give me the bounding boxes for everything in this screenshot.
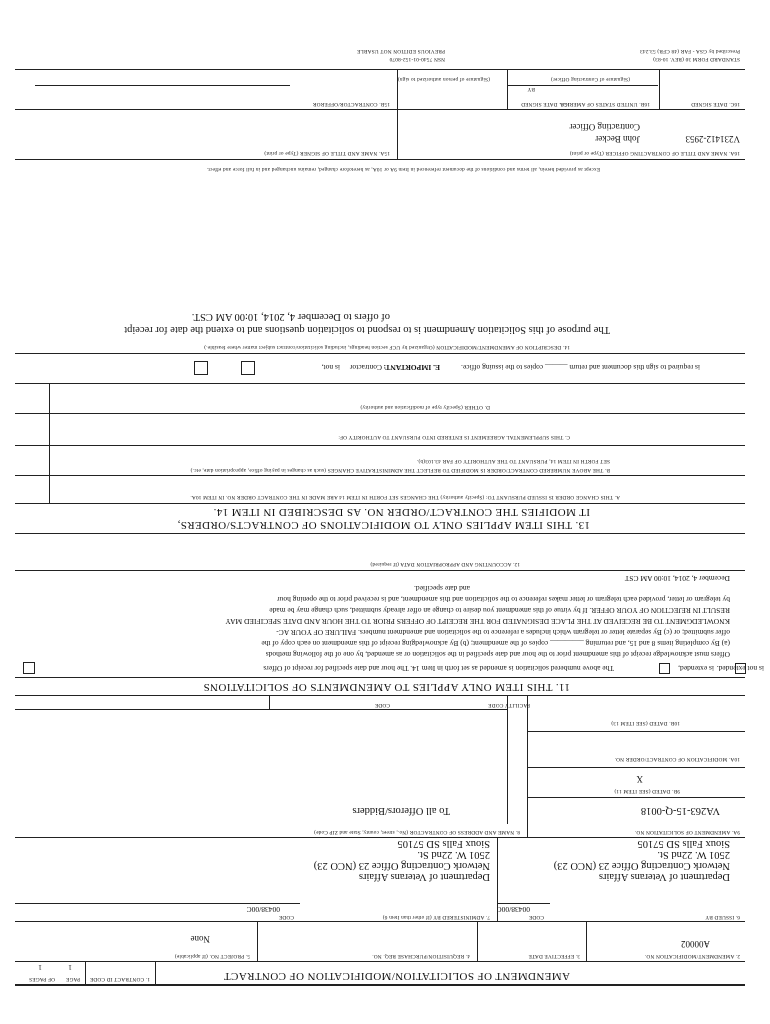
item13-rule-d [15,383,745,384]
item11-line2: Offers must acknowledge receipt of this amendment prior to the hour and date specified in the solicitation or as amended, by one of the following methods [265,650,730,659]
contract-id-label: 1. CONTRACT ID CODE [89,976,150,982]
sig-person-label: (Signature of person authorized to sign) [397,76,490,82]
code-label: CODE [374,702,390,708]
r3-code-rule-1 [498,903,550,904]
item13-div [49,384,50,504]
sig-line-officer [508,85,658,86]
item13-c: C. THIS SUPPLEMENTAL AGREEMENT IS ENTERED INTO PURSUANT TO AUTHORITY OF: [338,434,570,440]
amendment-no-value: A00002 [681,939,710,949]
prescribed-text: Prescribed by GSA - FAR (48 CFR) 53.243 [639,48,740,54]
mod-10a-label: 10A. MODIFICATION OF CONTRACT/ORDER NO. [614,756,740,762]
important-label: E. IMPORTANT: [383,363,440,372]
sig-officer-label: (Signature of Contracting Officer) [550,76,630,82]
contractor-name-label: 8. NAME AND ADDRESS OF CONTRACTOR (No., street, county, State and ZIP Code) [313,829,520,835]
issued-line-3: 2501 W. 22nd St. [657,849,730,860]
item13-title1: 13. THIS ITEM APPLIES ONLY TO MODIFICATIONS OF CONTRACTS/ORDERS, [177,519,590,531]
contractor-name-value: To all Offerors/Bidders [352,805,450,816]
officer-name: John Becker [595,134,640,144]
l16b-label: 16B. UNITED STATES OF AMERICA [559,101,650,107]
is-not-extended-label: is not extended. [716,664,764,673]
important-contractor: Contractor [349,363,382,372]
l16c-label: 16C. DATE SIGNED [691,101,740,107]
item13-b2: SET FORTH IN ITEM 14, PURSUANT TO THE AUTHORITY OF FAR 43.103(b). [416,458,610,464]
issued-code-label: CODE [528,914,544,920]
r4-rule-a [528,797,745,798]
admin-line-1: Department of Veterans Affairs [358,871,490,882]
item11-line8: and date specified. [413,584,470,593]
important-rule [15,353,745,354]
effective-date-label: 3. EFFECTIVE DATE [528,953,580,959]
amendment-sol-value: VA263-15-Q-0018 [640,805,720,816]
hdr-rule [15,961,745,962]
hdr-div-2 [85,962,86,986]
by-label: BY [527,86,535,92]
issued-code-value: 00438/00C [496,905,530,914]
issued-line-1: Department of Veterans Affairs [598,871,730,882]
page-value: 1 [68,963,72,972]
item11-new-date: December 4, 2014, 10:00 AM CST [624,574,730,583]
r4-div-3 [269,696,270,710]
page-label: PAGE [65,976,80,982]
r4-div-2 [507,696,508,824]
important-is-not: is not, [321,363,340,372]
is-extended-label: is extended, [678,664,714,673]
issued-line-4: Sioux Falls SD 57105 [637,838,730,849]
footer-div-1 [397,110,398,160]
important-is-text: is required to sign this document and return ______ copies to the issuing office. [461,363,700,372]
is-checkbox[interactable] [194,361,208,375]
item11-rule [15,677,745,678]
item14-label: 14. DESCRIPTION OF AMENDMENT/MODIFICATION (Organized by UCF section headings, including solicitation/contract subject matter where feasible.) [203,344,570,350]
except-text: Except as provided herein, all terms and conditions of the document referenced in Item 9A or 10A, as heretofore changed, remains unchanged and in full force and effect. [206,166,600,172]
of-pages-value: 1 [38,963,42,972]
r2-div-3 [257,922,258,962]
officer-title: Contracting Officer [569,122,640,132]
amendment-sol-label: 9A. AMENDMENT OF SOLICITATION NO. [634,829,740,835]
r4-rule [15,695,745,696]
offers-checkbox[interactable] [23,662,35,674]
item12-rule [15,533,745,534]
admin-line-4: Sioux Falls SD 57105 [397,838,490,849]
std-form-text: STANDARD FORM 30 (REV. 10-83) [653,56,740,62]
administered-code-value: 00438/00C [246,905,280,914]
facility-label: FACILITY CODE [488,702,530,708]
footer-rule-2 [15,69,745,70]
project-no-label: 5. PROJECT NO. (If applicable) [174,953,250,959]
hdr-div-1 [155,962,156,986]
item13-title2: IT MODIFIES THE CONTRACT/ORDER NO. AS DESCRIBED IN ITEM 14. [213,506,590,518]
r3-rule [15,837,745,838]
is-not-extended-checkbox[interactable] [659,663,670,674]
footer-rule-1 [15,109,745,110]
phone-value: V231412-2953 [685,134,740,144]
dated-10b-label: 10B. DATED (SEE ITEM 13) [611,720,680,726]
item14-purpose1: The purpose of this Solicitation Amendment is to respond to solicitation questions and to extend the date for receipt [124,324,610,335]
form-title: AMENDMENT OF SOLICITATION/MODIFICATION OF CONTRACT [223,970,570,982]
r4-rule-c [528,731,745,732]
administered-by-label: 7. ADMINISTERED BY (If other than Item 6) [382,914,490,920]
item13-rule-b [15,445,745,446]
item11-end-rule [15,570,745,571]
issued-line-2: Network Contracting Office 23 (NCO 23) [553,860,730,871]
requisition-label: 4. REQUISITION/PURCHASE REQ. NO. [372,953,470,959]
except-rule [15,159,745,160]
admin-line-3: 2501 W. 22nd St. [417,849,490,860]
nsn-text: NSN 7540-01-152-8070 [389,56,445,62]
item13-d: D. OTHER (Specify type of modification and authority) [360,404,490,410]
l15b-label: 15B. CONTRACTOR/OFFEROR [312,101,390,107]
item11-line1: The above numbered solicitation is amended as set forth in Item 14. The hour and date specified for receipt of Offers [263,664,614,673]
is-not-checkbox[interactable] [241,361,255,375]
amendment-no-label: 2. AMENDMENT/MODIFICATION NO. [644,953,740,959]
item11-line3: (a) By completing items 8 and 15, and returning _________ copies of the amendment; (b) By acknowledging receipt of this amendment on each copy of the [261,639,730,648]
item11-line6: RESULT IN REJECTION OF YOUR OFFER. If by virtue of this amendment you desire to change an offer already submitted, such change may be made [269,606,730,615]
footer-div-3 [507,70,508,110]
r4-rule-b [528,767,745,768]
l15a-label: 15A. NAME AND TITLE OF SIGNER (Type or print) [264,150,390,156]
issued-by-label: 6. ISSUED BY [705,914,740,920]
footer-div-2 [659,70,660,110]
item13-rule [15,503,745,504]
item11-title: 11. THIS ITEM ONLY APPLIES TO AMENDMENTS OF SOLICITATIONS [203,681,570,693]
r4-rule-d [15,709,508,710]
r2-rule [15,921,745,922]
project-no-value: None [190,934,210,944]
sig-line-person [35,85,290,86]
l16a-label: 16A. NAME AND TITLE OF CONTRACTING OFFICER (Type or print) [569,150,740,156]
x-mark: X [636,774,643,784]
dated-9b-label: 9B. DATED (SEE ITEM 11) [614,788,680,794]
r2-div-2 [477,922,478,962]
item13-b1: B. THE ABOVE NUMBERED CONTRACT/ORDER IS MODIFIED TO REFLECT THE ADMINISTRATIVE CHANGES (such as changes in paying office, appropriation date, etc.) [190,467,610,473]
of-pages-label: OF PAGES [29,976,55,982]
item13-rule-c [15,413,745,414]
item13-a: A. THIS CHANGE ORDER IS ISSUED PURSUANT TO: (Specify authority) THE CHANGES SET FORTH IN ITEM 14 ARE MADE IN THE CONTRACT ORDER NO. IN ITEM 10A. [190,494,620,500]
prev-text: PREVIOUS EDITION NOT USABLE [356,48,445,54]
item11-line7: by telegram or letter, provided each telegram or letter makes reference to the solicitation and this amendment, and is received prior to the opening hour [277,595,730,604]
item12-label: 12. ACCOUNTING AND APPROPRIATION DATA (If required) [370,561,520,567]
r3-code-rule-2 [15,903,300,904]
r2-div-1 [586,922,587,962]
r3-div-1 [497,838,498,922]
administered-code-label: CODE [278,914,294,920]
item14-purpose2: of offers to December 4, 2014, 10:00 AM CST. [191,311,390,322]
top-rule [15,984,745,986]
admin-line-2: Network Contracting Office 23 (NCO 23) [313,860,490,871]
item13-rule-a [15,475,745,476]
item11-line4: offer submitted; or (c) By separate letter or telegram which includes a reference to the solicitation and amendment numbers. FAILURE OF YOUR AC- [276,628,730,637]
l15c-label: 15C. DATE SIGNED [521,101,570,107]
item11-line5: KNOWLEDGMENT TO BE RECEIVED AT THE PLACE DESIGNATED FOR THE RECEIPT OF OFFERS PRIOR TO THE HOUR AND DATE SPECIFIED MAY [225,617,730,626]
